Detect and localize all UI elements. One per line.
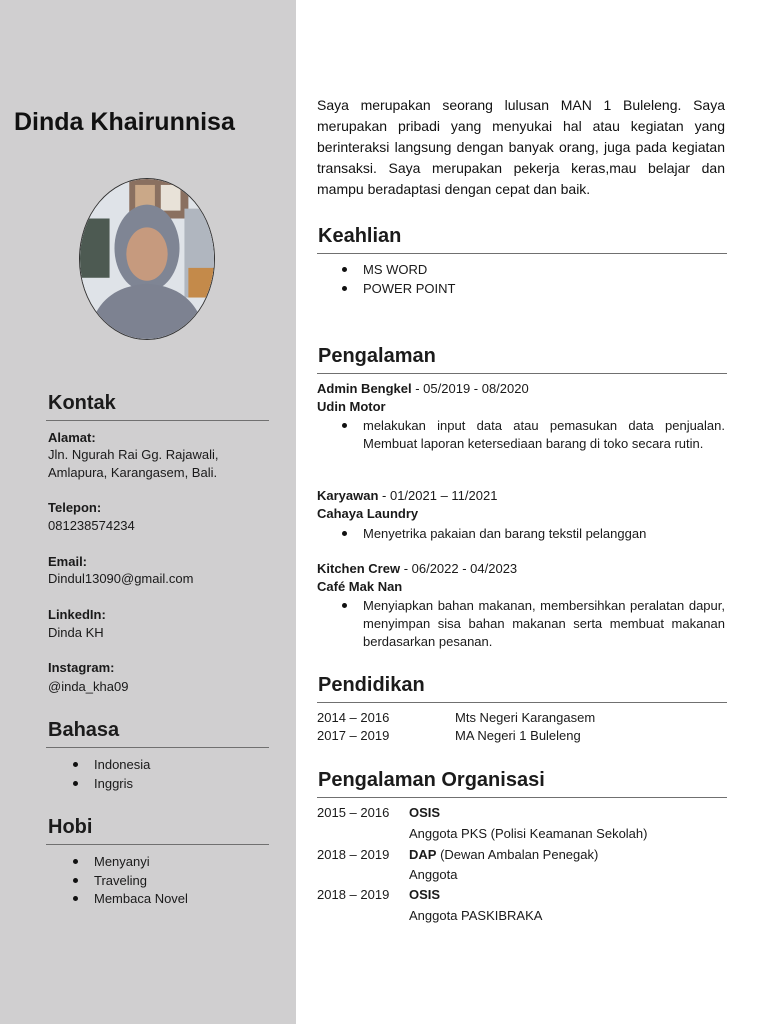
job-description (317, 597, 725, 651)
org-acronym: OSIS (409, 805, 441, 820)
org-fullname: (Dewan Ambalan Penegak) (436, 847, 599, 862)
address-line-2: Amlapura, Karangasem, Bali. (48, 465, 218, 480)
list-item: Membaca Novel (48, 890, 188, 909)
education-school: Mts Negeri Karangasem (455, 710, 596, 725)
list-item: Menyetrika pakaian dan barang tekstil pelanggan (317, 525, 725, 543)
job-heading (317, 381, 529, 396)
education-title: Pendidikan (318, 674, 425, 696)
job-company: Café Mak Nan (317, 579, 403, 594)
contact-title: Kontak (48, 392, 116, 414)
job-description (317, 525, 725, 543)
candidate-name: Dinda Khairunnisa (14, 108, 235, 136)
experience-title: Pengalaman (318, 345, 436, 367)
skills-divider (317, 253, 727, 254)
list-item: Menyanyi (48, 853, 188, 872)
languages-divider (46, 747, 269, 748)
profile-photo (79, 178, 215, 340)
email-label: Email: (48, 554, 88, 569)
contact-divider (46, 420, 269, 421)
phone-value: 081238574234 (48, 518, 135, 533)
list-item: Inggris (48, 775, 150, 794)
skills-list (317, 261, 455, 298)
instagram-label: Instagram: (48, 660, 115, 675)
list-item: Indonesia (48, 756, 150, 775)
languages-title: Bahasa (48, 719, 120, 741)
skills-title: Keahlian (318, 225, 402, 247)
education-years: 2014 – 2016 (317, 710, 390, 725)
sidebar (0, 0, 296, 1024)
address-line-1: Jln. Ngurah Rai Gg. Rajawali, (48, 447, 219, 462)
org-name (409, 805, 440, 820)
org-role: Anggota PASKIBRAKA (409, 908, 543, 923)
email-value: Dindul13090@gmail.com (48, 571, 194, 586)
org-years: 2018 – 2019 (317, 887, 390, 902)
org-role: Anggota (409, 867, 458, 882)
experience-divider (317, 373, 727, 374)
list-item: Menyiapkan bahan makanan, membersihkan peralatan dapur, menyimpan sisa bahan makanan serta membuat makanan berdasarkan pesanan. (317, 597, 725, 651)
list-item: POWER POINT (317, 280, 455, 299)
job-role: Admin Bengkel (317, 381, 412, 396)
education-years: 2017 – 2019 (317, 728, 390, 743)
org-acronym: OSIS (409, 887, 441, 902)
job-company: Cahaya Laundry (317, 506, 419, 521)
org-name (409, 887, 440, 902)
job-company: Udin Motor (317, 399, 386, 414)
linkedin-label: LinkedIn: (48, 607, 106, 622)
hobbies-title: Hobi (48, 816, 93, 838)
organizations-title: Pengalaman Organisasi (318, 769, 545, 791)
address-label: Alamat: (48, 430, 96, 445)
profile-summary: Saya merupakan seorang lulusan MAN 1 Buleleng. Saya merupakan pribadi yang menyukai hal atau kegiatan yang berinteraksi langsung dengan banyak orang, juga pada kegiatan transaksi. Saya merupakan pekerja keras,mau belajar dan mampu beradaptasi dengan cepat dan baik. (317, 97, 725, 197)
hobbies-divider (46, 844, 269, 845)
instagram-value: @inda_kha09 (48, 679, 129, 694)
job-period: - 05/2019 - 08/2020 (411, 381, 529, 396)
job-description (317, 417, 725, 453)
organizations-divider (317, 797, 727, 798)
org-role: Anggota PKS (Polisi Keamanan Sekolah) (409, 826, 648, 841)
org-years: 2018 – 2019 (317, 847, 390, 862)
job-heading (317, 488, 497, 503)
job-period: - 01/2021 – 11/2021 (378, 488, 498, 503)
job-role: Kitchen Crew (317, 561, 401, 576)
education-divider (317, 702, 727, 703)
org-name (409, 847, 598, 862)
list-item: melakukan input data atau pemasukan data penjualan. Membuat laporan ketersediaan barang di toko secara rutin. (317, 417, 725, 453)
phone-label: Telepon: (48, 500, 102, 515)
list-item: MS WORD (317, 261, 455, 280)
org-years: 2015 – 2016 (317, 805, 390, 820)
job-heading (317, 561, 517, 576)
job-role: Karyawan (317, 488, 379, 503)
org-acronym: DAP (409, 847, 437, 862)
profile-photo-image (80, 179, 214, 339)
education-school: MA Negeri 1 Buleleng (455, 728, 581, 743)
linkedin-value: Dinda KH (48, 625, 104, 640)
languages-list (48, 756, 150, 793)
hobbies-list (48, 853, 188, 909)
list-item: Traveling (48, 872, 188, 891)
job-period: - 06/2022 - 04/2023 (400, 561, 518, 576)
